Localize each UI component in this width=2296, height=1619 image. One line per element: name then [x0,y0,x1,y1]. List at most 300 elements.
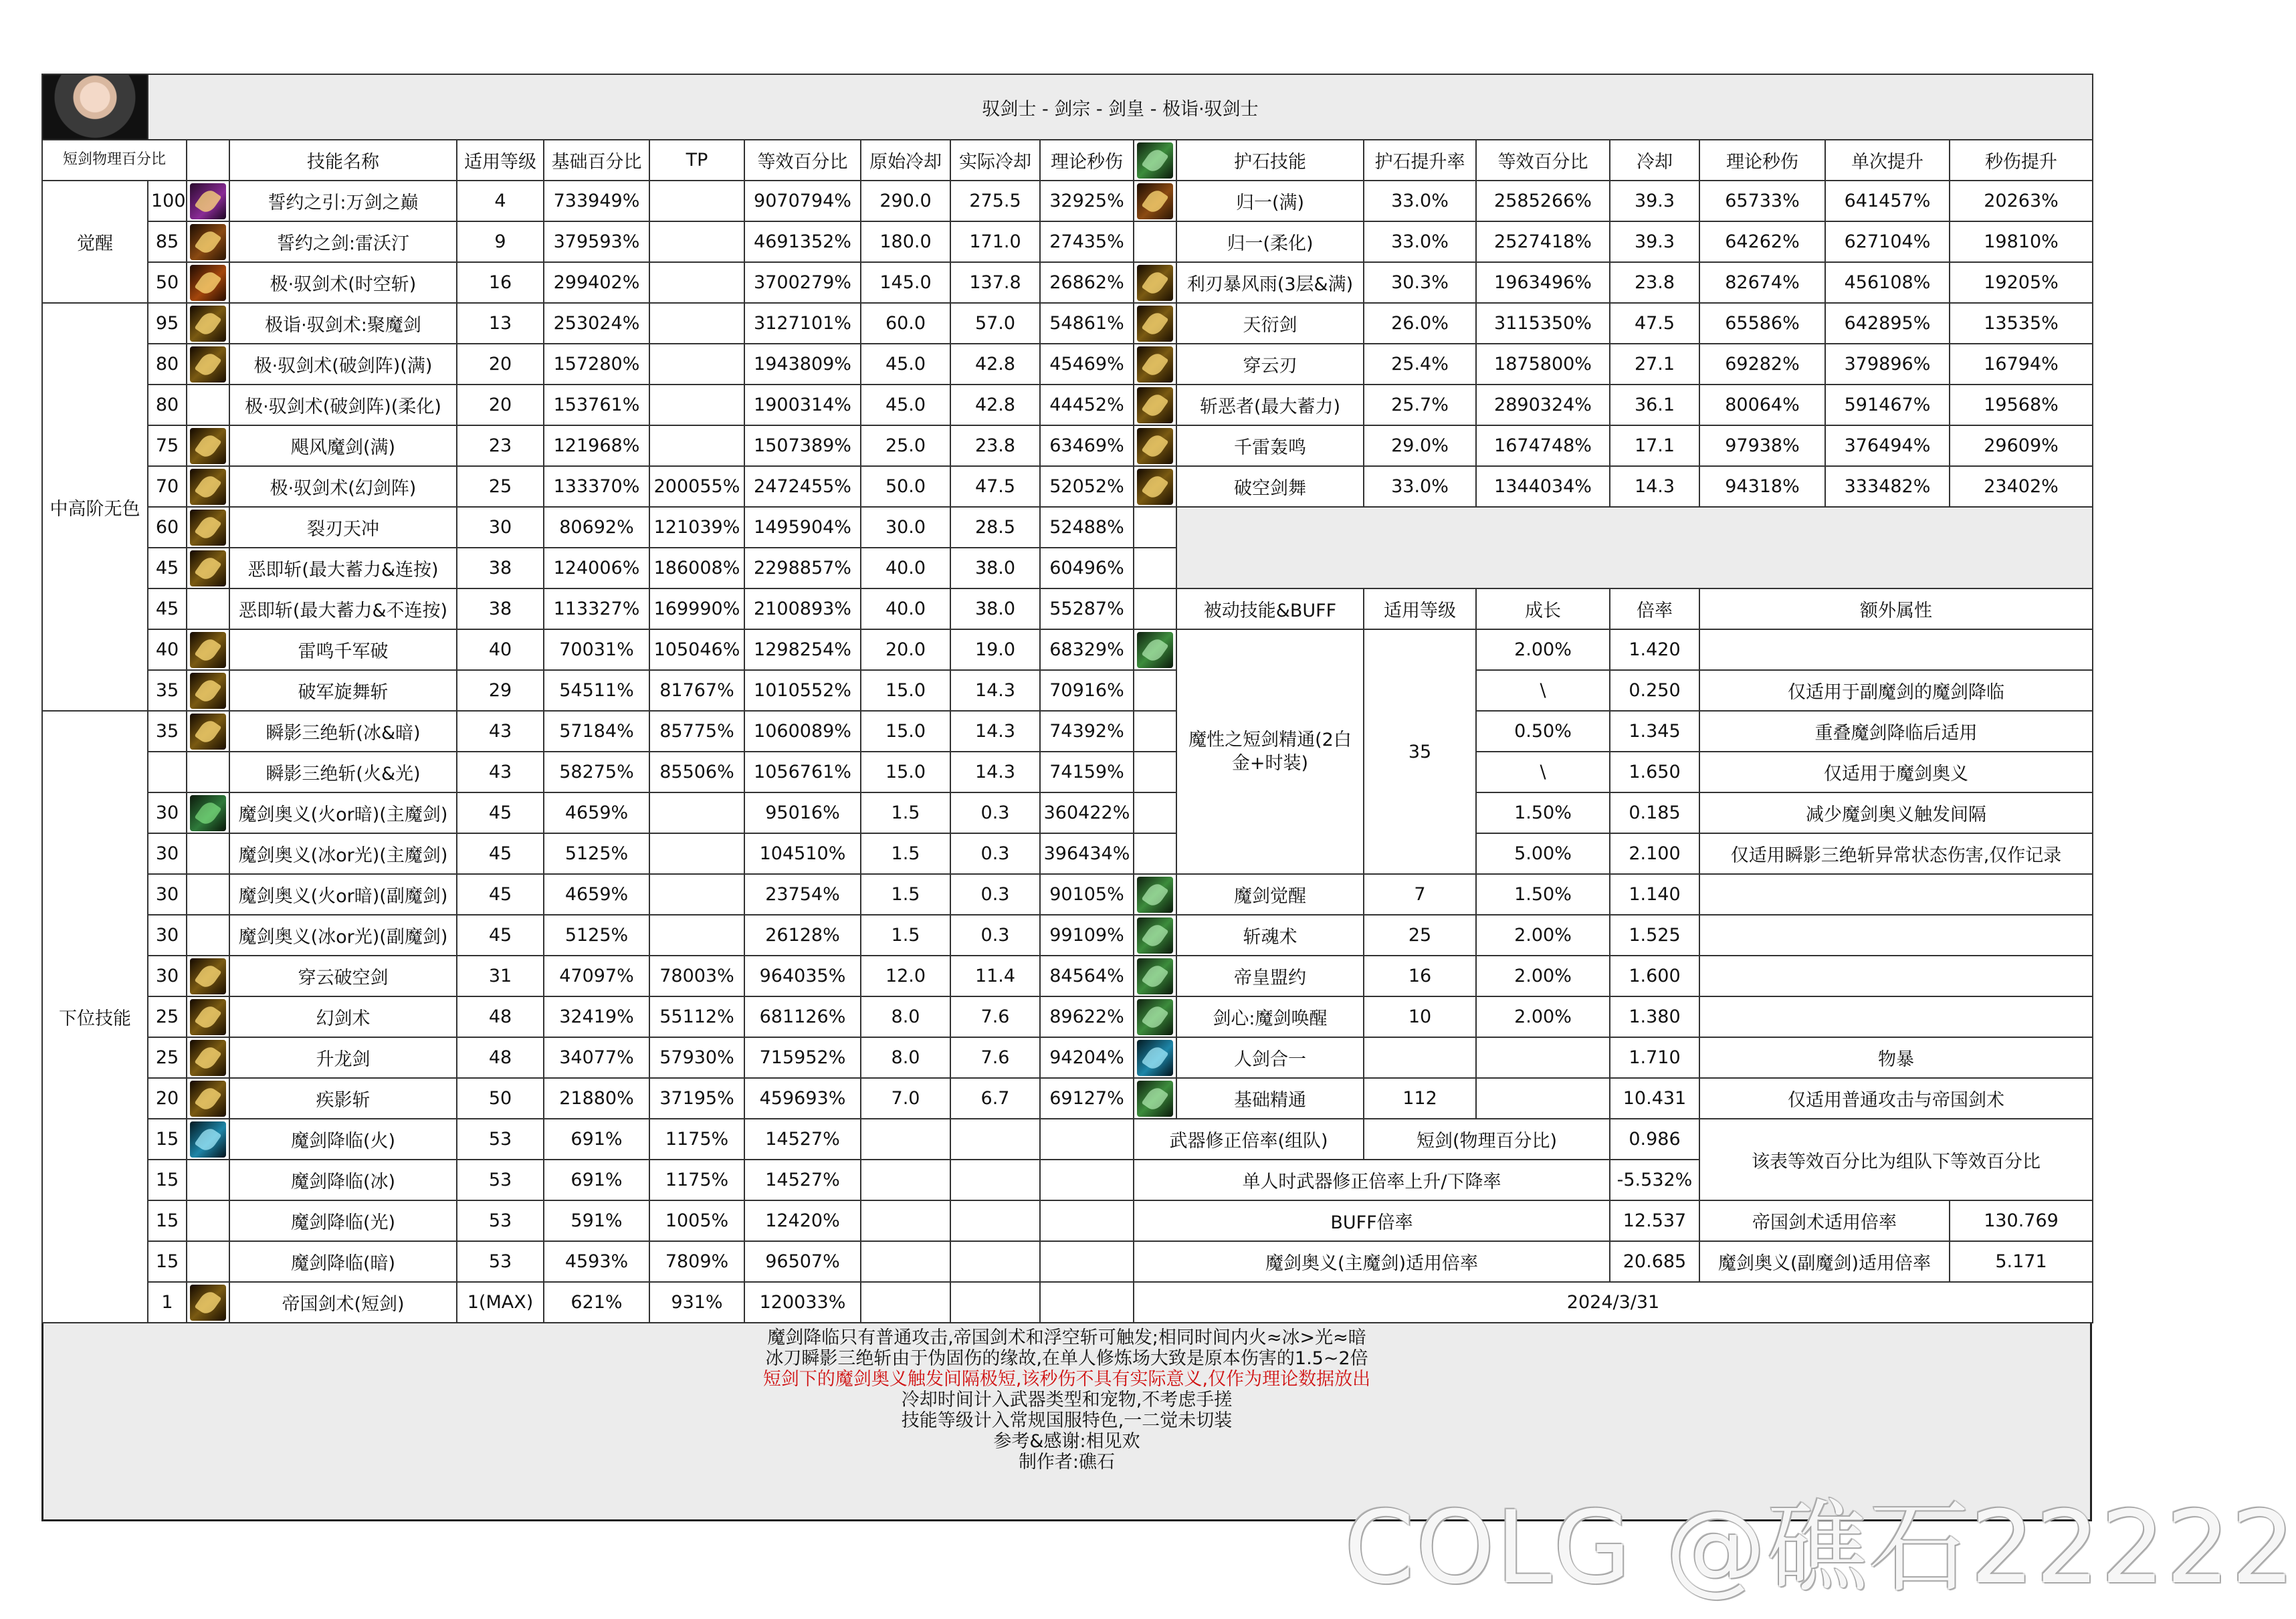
stone-dps: 97938% [1699,425,1825,466]
sword-time-icon [190,265,226,301]
stone-dps: 69282% [1699,344,1825,385]
header-sec-up: 秒伤提升 [1950,140,2093,181]
passive-header-icon [1134,588,1176,629]
cd-original: 7.0 [861,1078,950,1119]
buff-rate: 12.537 [1610,1200,1699,1241]
skill-name: 帝国剑术(短剑) [229,1282,457,1323]
base-percent: 113327% [544,588,649,629]
skill-icon-cell [187,385,229,425]
stone-cd: 14.3 [1610,466,1699,507]
passive-extra [1699,956,2093,996]
cd-original: 15.0 [861,752,950,792]
cd-original [861,1282,950,1323]
passive-header-growth: 成长 [1476,588,1610,629]
art-main-label: 魔剑奥义(主魔剑)适用倍率 [1134,1241,1610,1282]
skill-name: 魔剑奥义(火or暗)(主魔剑) [229,792,457,833]
base-percent: 621% [544,1282,649,1323]
skill-level: 45 [148,588,187,629]
art-sub-rate: 5.171 [1950,1241,2093,1282]
cd-original: 40.0 [861,588,950,629]
stone-rate: 25.4% [1364,344,1476,385]
skill-table [41,74,2093,1323]
stone-once-up: 641457% [1825,181,1950,221]
skill-level: 35 [148,670,187,711]
tp-percent: 1005% [649,1200,744,1241]
tp-percent: 931% [649,1282,744,1323]
dps-theory: 396434% [1040,833,1134,874]
eq-percent: 14527% [744,1119,861,1160]
cd-actual: 19.0 [950,629,1040,670]
table-row [42,915,2093,956]
dps-theory: 94204% [1040,1037,1134,1078]
dps-theory: 74159% [1040,752,1134,792]
skill-level: 15 [148,1160,187,1200]
table-row [42,792,2093,833]
skill-name: 魔剑奥义(冰or光)(主魔剑) [229,833,457,874]
blank-area [1176,507,2093,588]
skill-level: 15 [148,1119,187,1160]
skill-level: 85 [148,221,187,262]
skill-icon-cell [187,792,229,833]
dps-theory: 99109% [1040,915,1134,956]
skill-icon-cell [187,303,229,344]
cd-actual: 47.5 [950,466,1040,507]
cd-actual: 57.0 [950,303,1040,344]
req-level: 40 [457,629,544,670]
eq-percent: 4691352% [744,221,861,262]
stone-dps-up: 20263% [1950,181,2093,221]
cd-original [861,1241,950,1282]
dps-theory: 52052% [1040,466,1134,507]
cd-actual [950,1282,1040,1323]
cd-actual: 0.3 [950,833,1040,874]
stone-dps: 65733% [1699,181,1825,221]
skill-level: 60 [148,507,187,548]
base-percent: 4659% [544,874,649,915]
req-level: 16 [457,262,544,303]
skill-level: 35 [148,711,187,752]
stone-once-up: 333482% [1825,466,1950,507]
skill-icon-cell [187,915,229,956]
eq-percent: 681126% [744,996,861,1037]
stone-cd: 39.3 [1610,221,1699,262]
eq-percent: 96507% [744,1241,861,1282]
req-level: 38 [457,588,544,629]
gather-sword-icon [190,306,226,342]
stone-name: 斩恶者(最大蓄力) [1176,385,1364,425]
skill-name: 魔剑奥义(冰or光)(副魔剑) [229,915,457,956]
note-line: 魔剑降临只有普通攻击,帝国剑术和浮空斩可触发;相同时间内火≈冰>光≈暗 [767,1327,1366,1348]
req-level: 30 [457,507,544,548]
skill-level: 25 [148,1037,187,1078]
skill-icon-cell [187,221,229,262]
stone-once-up: 591467% [1825,385,1950,425]
soul-slash-icon [1137,918,1173,954]
cd-original: 30.0 [861,507,950,548]
skill-icon-cell [187,956,229,996]
cd-original [861,1200,950,1241]
passive-icon-cell [1134,874,1176,915]
dps-theory: 74392% [1040,711,1134,752]
mastery-growth: 0.50% [1476,711,1610,752]
emperor-pact-icon [1137,958,1173,994]
cd-original [861,1119,950,1160]
stone-rate: 33.0% [1364,181,1476,221]
base-percent: 379593% [544,221,649,262]
base-percent: 58275% [544,752,649,792]
header-stone-skill: 护石技能 [1176,140,1364,181]
return-one-icon [1137,183,1173,219]
phantom-array-icon [190,469,226,505]
weapon-note: 该表等效百分比为组队下等效百分比 [1699,1119,2093,1200]
mastery-extra: 仅适用于魔剑奥义 [1699,752,2093,792]
passive-extra [1699,915,2093,956]
base-percent: 47097% [544,956,649,996]
mastery-rate: 1.345 [1610,711,1699,752]
skill-icon-cell [187,507,229,548]
eq-percent: 459693% [744,1078,861,1119]
cd-actual: 7.6 [950,1037,1040,1078]
passive-header-name: 被动技能&BUFF [1176,588,1364,629]
tp-percent: 105046% [649,629,744,670]
tp-percent [649,915,744,956]
base-percent: 57184% [544,711,649,752]
skill-icon-cell [187,1160,229,1200]
req-level: 45 [457,792,544,833]
eq-percent: 1943809% [744,344,861,385]
table-row [42,1037,2093,1078]
mastery-extra: 仅适用瞬影三绝斩异常状态伤害,仅作记录 [1699,833,2093,874]
skill-level: 30 [148,915,187,956]
req-level: 9 [457,221,544,262]
cd-original: 15.0 [861,670,950,711]
skill-icon-cell [187,181,229,221]
cd-original: 25.0 [861,425,950,466]
base-percent: 299402% [544,262,649,303]
skill-name: 升龙剑 [229,1037,457,1078]
skill-level: 40 [148,629,187,670]
stone-name: 归一(满) [1176,181,1364,221]
eq-percent: 964035% [744,956,861,996]
stone-icon-cell [1134,303,1176,344]
header-tp: TP [649,140,744,181]
stone-dps-up: 19568% [1950,385,2093,425]
cd-original: 8.0 [861,996,950,1037]
table-row [42,996,2093,1037]
dps-theory: 89622% [1040,996,1134,1037]
skill-name: 魔剑降临(暗) [229,1241,457,1282]
stone-dps: 80064% [1699,385,1825,425]
dps-theory [1040,1282,1134,1323]
skill-name: 魔剑降临(光) [229,1200,457,1241]
skill-name: 飓风魔剑(满) [229,425,457,466]
base-percent: 153761% [544,385,649,425]
tp-percent [649,833,744,874]
skill-icon-cell [187,262,229,303]
cd-actual [950,1160,1040,1200]
skill-level: 30 [148,956,187,996]
mastery-rate: 1.420 [1610,629,1699,670]
table-row [42,956,2093,996]
stone-name: 天衍剑 [1176,303,1364,344]
eq-percent: 1060089% [744,711,861,752]
passive-lv: 16 [1364,956,1476,996]
crescent-dance-icon [190,673,226,709]
skill-icon-cell [187,548,229,588]
weapon-label: 武器修正倍率(组队) [1134,1119,1364,1160]
eq-percent: 26128% [744,915,861,956]
mastery-extra: 仅适用于副魔剑的魔剑降临 [1699,670,2093,711]
stone-once-up: 456108% [1825,262,1950,303]
base-percent: 70031% [544,629,649,670]
header-once-up: 单次提升 [1825,140,1950,181]
thunder-army-icon [190,632,226,668]
skill-level: 100 [148,181,187,221]
dps-theory: 45469% [1040,344,1134,385]
stone-rate: 25.7% [1364,385,1476,425]
tp-percent: 200055% [649,466,744,507]
req-level: 1(MAX) [457,1282,544,1323]
skill-name: 魔剑奥义(火or暗)(副魔剑) [229,874,457,915]
table-row [42,1119,2093,1160]
table-row [42,1078,2093,1119]
dps-theory: 54861% [1040,303,1134,344]
eq-percent: 1507389% [744,425,861,466]
notes-block [41,1327,2092,1473]
mastery-growth: 1.50% [1476,792,1610,833]
dps-theory: 69127% [1040,1078,1134,1119]
magic-sword-art-icon [190,795,226,831]
stone-dps-up: 19205% [1950,262,2093,303]
stone-cd: 47.5 [1610,303,1699,344]
cd-original: 1.5 [861,792,950,833]
mastery-rate: 0.185 [1610,792,1699,833]
cd-actual: 14.3 [950,752,1040,792]
tp-percent: 57930% [649,1037,744,1078]
dps-theory: 26862% [1040,262,1134,303]
eq-percent: 3127101% [744,303,861,344]
base-percent: 691% [544,1119,649,1160]
eq-percent: 23754% [744,874,861,915]
rising-dragon-icon [190,1040,226,1076]
date-stamp: 2024/3/31 [1134,1282,2093,1323]
header-eq: 等效百分比 [744,140,861,181]
header-sec: 理论秒伤 [1040,140,1134,181]
passive-rate: 10.431 [1610,1078,1699,1119]
stone-rate: 26.0% [1364,303,1476,344]
cd-original: 1.5 [861,874,950,915]
skill-name: 魔剑降临(火) [229,1119,457,1160]
stone-once-up: 642895% [1825,303,1950,344]
cd-original: 290.0 [861,181,950,221]
passive-name: 基础精通 [1176,1078,1364,1119]
passive-rate: 1.140 [1610,874,1699,915]
cd-original: 1.5 [861,915,950,956]
passive-name: 人剑合一 [1176,1037,1364,1078]
skill-level: 70 [148,466,187,507]
tp-percent: 186008% [649,548,744,588]
dps-theory: 63469% [1040,425,1134,466]
header-stone-rate: 护石提升率 [1364,140,1476,181]
imperial-sword-icon [190,1285,226,1321]
dps-theory: 60496% [1040,548,1134,588]
req-level: 13 [457,303,544,344]
passive-icon-cell [1134,1037,1176,1078]
req-level: 53 [457,1160,544,1200]
weapon-rate: 0.986 [1610,1119,1699,1160]
tp-percent [649,344,744,385]
skill-level: 30 [148,874,187,915]
tp-percent: 1175% [649,1119,744,1160]
cd-actual: 11.4 [950,956,1040,996]
mastery-extra: 减少魔剑奥义触发间隔 [1699,792,2093,833]
stone-name: 破空剑舞 [1176,466,1364,507]
stone-rate: 30.3% [1364,262,1476,303]
tp-percent: 7809% [649,1241,744,1282]
req-level: 38 [457,548,544,588]
req-level: 53 [457,1200,544,1241]
cd-actual: 14.3 [950,711,1040,752]
cd-original: 60.0 [861,303,950,344]
skill-name: 疾影斩 [229,1078,457,1119]
mastery-growth: \ [1476,752,1610,792]
cd-actual: 0.3 [950,874,1040,915]
cd-original: 50.0 [861,466,950,507]
mastery-growth: \ [1476,670,1610,711]
skill-level: 30 [148,833,187,874]
dps-theory [1040,1241,1134,1282]
base-percent: 121968% [544,425,649,466]
dps-theory: 44452% [1040,385,1134,425]
skill-name: 极·驭剑术(破剑阵)(柔化) [229,385,457,425]
mastery-extra [1699,629,2093,670]
skill-icon-cell [187,1241,229,1282]
mastery-icon-cell [1134,752,1176,792]
mastery-rate: 0.250 [1610,670,1699,711]
passive-growth [1476,1078,1610,1119]
skill-icon-cell [187,1282,229,1323]
mastery-rate: 1.650 [1610,752,1699,792]
skill-name: 极诣·驭剑术:聚魔剑 [229,303,457,344]
stone-cd: 39.3 [1610,181,1699,221]
stone-eq: 1963496% [1476,262,1610,303]
solo-label: 单人时武器修正倍率上升/下降率 [1134,1160,1610,1200]
tp-percent: 169990% [649,588,744,629]
dps-theory [1040,1160,1134,1200]
buff-label: BUFF倍率 [1134,1200,1610,1241]
note-line: 冰刀瞬影三绝斩由于伪固伤的缘故,在单人修炼场大致是原本伤害的1.5~2倍 [765,1348,1368,1369]
passive-icon-cell [1134,996,1176,1037]
stone-eq: 2585266% [1476,181,1610,221]
cd-original: 180.0 [861,221,950,262]
header-skill: 技能名称 [229,140,457,181]
stone-once-up: 376494% [1825,425,1950,466]
art-main-rate: 20.685 [1610,1241,1699,1282]
passive-extra: 仅适用普通攻击与帝国剑术 [1699,1078,2093,1119]
passive-extra [1699,874,2093,915]
thunder-roar-icon [1137,428,1173,464]
stone-icon-cell [1134,385,1176,425]
tp-percent [649,792,744,833]
base-percent: 157280% [544,344,649,385]
stone-once-up: 379896% [1825,344,1950,385]
mastery-icon [1137,632,1173,668]
req-level: 31 [457,956,544,996]
dps-theory: 70916% [1040,670,1134,711]
skill-name: 瞬影三绝斩(冰&暗) [229,711,457,752]
skill-level: 25 [148,996,187,1037]
dps-theory: 52488% [1040,507,1134,548]
stone-cd: 27.1 [1610,344,1699,385]
cd-actual: 7.6 [950,996,1040,1037]
stone-cd: 36.1 [1610,385,1699,425]
passive-extra [1699,996,2093,1037]
skill-icon-cell [187,466,229,507]
skill-icon-cell [187,996,229,1037]
art-sub-label: 魔剑奥义(副魔剑)适用倍率 [1699,1241,1950,1282]
eq-percent: 1900314% [744,385,861,425]
dps-theory: 68329% [1040,629,1134,670]
eq-percent: 2472455% [744,466,861,507]
table-row [42,425,2093,466]
note-line: 制作者:礁石 [1018,1452,1116,1473]
blank-icon-cell [1134,507,1176,548]
passive-header-extra: 额外属性 [1699,588,2093,629]
skill-icon-cell [187,1037,229,1078]
blade-storm-icon [1137,265,1173,301]
tp-percent [649,425,744,466]
base-percent: 54511% [544,670,649,711]
stone-icon-cell [1134,425,1176,466]
note-line: 短剑下的魔剑奥义触发间隔极短,该秒伤不具有实际意义,仅作为理论数据放出 [762,1369,1371,1390]
table-row [42,385,2093,425]
tp-percent [649,262,744,303]
header-stone-eq: 等效百分比 [1476,140,1610,181]
eq-percent: 95016% [744,792,861,833]
tp-percent: 55112% [649,996,744,1037]
header-stone-sec: 理论秒伤 [1699,140,1825,181]
cd-actual: 38.0 [950,548,1040,588]
stone-icon-cell [1134,466,1176,507]
eq-percent: 715952% [744,1037,861,1078]
eq-percent: 12420% [744,1200,861,1241]
table-row [42,507,2093,548]
tp-percent [649,181,744,221]
req-level: 25 [457,466,544,507]
cd-actual: 14.3 [950,670,1040,711]
skill-name: 极·驭剑术(时空斩) [229,262,457,303]
passive-growth: 2.00% [1476,915,1610,956]
req-level: 23 [457,425,544,466]
stone-name: 利刃暴风雨(3层&满) [1176,262,1364,303]
passive-name: 斩魂术 [1176,915,1364,956]
eq-percent: 2298857% [744,548,861,588]
eq-percent: 9070794% [744,181,861,221]
note-line: 参考&感谢:相见欢 [993,1431,1140,1452]
evil-slayer-icon [1137,387,1173,423]
passive-lv: 25 [1364,915,1476,956]
req-level: 4 [457,181,544,221]
header-cd0: 原始冷却 [861,140,950,181]
cd-actual: 38.0 [950,588,1040,629]
shadow-slash-icon [190,714,226,750]
stone-dps: 82674% [1699,262,1825,303]
stone-icon-cell [1134,221,1176,262]
table-row [42,303,2093,344]
colg-watermark: COLG @礁石22222 [1344,1490,2296,1606]
stone-dps: 94318% [1699,466,1825,507]
descent-icon [190,1121,226,1158]
